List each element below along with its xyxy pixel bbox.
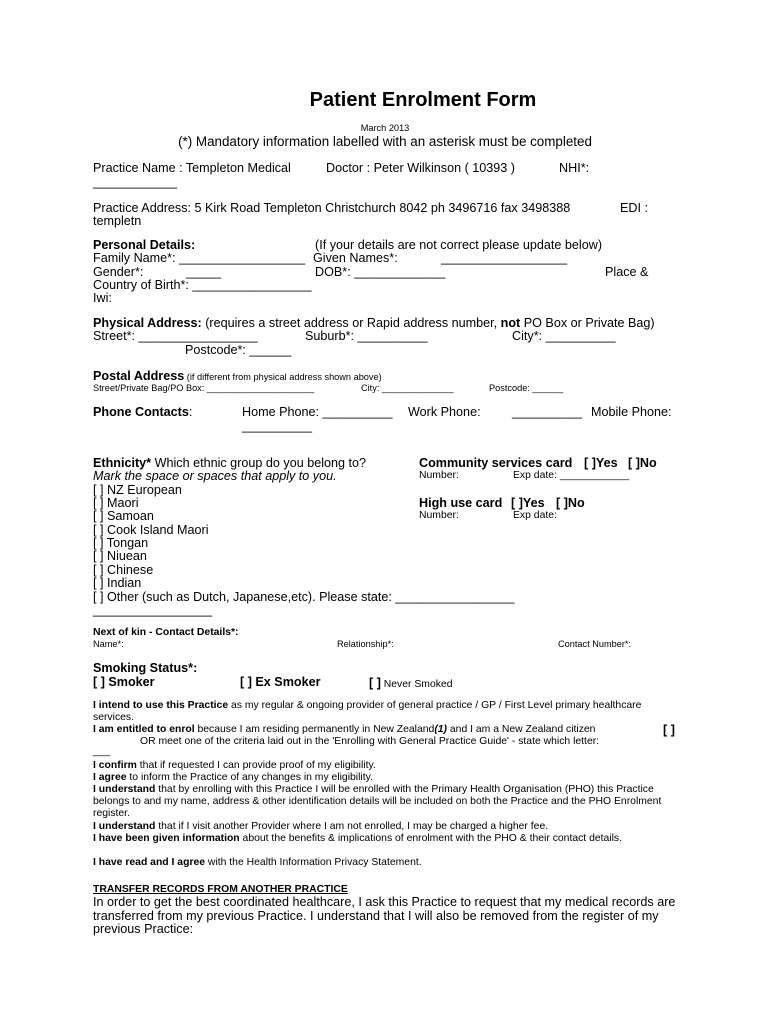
high-use-card-no[interactable]: [ ]No: [556, 496, 585, 510]
physical-address-not: not: [500, 316, 521, 330]
work-phone-field[interactable]: __________: [512, 405, 583, 419]
page-title: Patient Enrolment Form: [309, 89, 537, 111]
ethnicity-option[interactable]: [ ] Samoan: [93, 509, 154, 523]
transfer-records-heading: TRANSFER RECORDS FROM ANOTHER PRACTICE: [93, 884, 348, 895]
ethnicity-line: [93, 456, 366, 470]
physical-address-heading: Physical Address:: [93, 316, 202, 330]
postal-postcode-field[interactable]: Postcode: ______: [489, 383, 564, 393]
postcode-field[interactable]: Postcode*: ______: [185, 343, 292, 357]
nhi-field[interactable]: ____________: [93, 175, 178, 189]
ethnicity-other-field[interactable]: _________________: [93, 603, 213, 617]
doctor-name: Doctor : Peter Wilkinson ( 10393 ): [326, 161, 515, 175]
postal-address-note: (if different from physical address shown above): [184, 372, 382, 382]
community-card-yes[interactable]: [ ]Yes: [584, 456, 618, 470]
declaration-given-information: I have been given information about the benefits & implications of enrolment with the PHO & their contact details.: [93, 833, 622, 844]
ethnicity-option[interactable]: [ ] Indian: [93, 576, 142, 590]
phone-contacts-colon: :: [188, 405, 193, 419]
home-phone-field[interactable]: Home Phone: __________: [242, 405, 393, 419]
personal-details-heading: Personal Details:: [93, 238, 196, 252]
next-of-kin-relationship[interactable]: Relationship*:: [337, 639, 394, 649]
physical-address-note: (requires a street address or Rapid address number,: [201, 316, 501, 330]
never-smoked-option[interactable]: [ ] Never Smoked: [369, 676, 453, 690]
ethnicity-option[interactable]: [ ] Cook Island Maori: [93, 523, 209, 537]
physical-address-note-end: PO Box or Private Bag): [520, 316, 655, 330]
edi-label: EDI :: [620, 201, 648, 215]
community-card-heading: Community services card: [419, 456, 573, 470]
mandatory-note: (*) Mandatory information labelled with an asterisk must be completed: [178, 134, 592, 149]
nhi-label: NHI*:: [559, 161, 590, 175]
next-of-kin-contact[interactable]: Contact Number*:: [558, 639, 632, 649]
city-field[interactable]: City*: __________: [512, 329, 616, 343]
gender-label: Gender*:: [93, 265, 144, 279]
given-names-field[interactable]: __________________: [441, 251, 568, 265]
high-use-card-heading: High use card: [419, 496, 503, 510]
form-date: March 2013: [360, 123, 410, 133]
practice-name: Practice Name : Templeton Medical: [93, 161, 291, 175]
iwi-label: Iwi:: [93, 291, 112, 305]
place-label: Place &: [605, 265, 649, 279]
ethnicity-option[interactable]: [ ] NZ European: [93, 483, 182, 497]
declaration-confirm: I confirm that if requested I can provide proof of my eligibility.: [93, 760, 376, 771]
declaration-understand-pho: I understand that by enrolling with this Practice I will be enrolled with the Primary Health Organisation (PHO) this Practice belongs to and my name, address & other identification details will be included on both the Practice and the PHO Enrolment register.: [93, 784, 662, 819]
nz-citizen-checkbox[interactable]: [ ]: [663, 723, 675, 737]
edi-value: templetn: [93, 214, 142, 228]
ethnicity-question: Which ethnic group do you belong to?: [151, 456, 367, 470]
high-use-card-exp[interactable]: Exp date:: [513, 510, 557, 521]
ethnicity-option[interactable]: [ ] Chinese: [93, 563, 154, 577]
criteria-letter-field[interactable]: ___: [93, 746, 111, 757]
declaration-privacy: I have read and I agree with the Health Information Privacy Statement.: [93, 857, 422, 868]
high-use-card-yes[interactable]: [ ]Yes: [511, 496, 545, 510]
declaration-understand-fee: I understand that if I visit another Provider where I am not enrolled, I may be charged a higher fee.: [93, 821, 549, 832]
ethnicity-option[interactable]: [ ] Maori: [93, 496, 139, 510]
gender-field[interactable]: _____: [186, 265, 222, 279]
phone-contacts-heading: Phone Contacts: [93, 405, 189, 419]
smoking-status-heading: Smoking Status*:: [93, 661, 198, 675]
next-of-kin-name[interactable]: Name*:: [93, 639, 124, 649]
postal-street-field[interactable]: Street/Private Bag/PO Box: _____________________: [93, 383, 315, 393]
suburb-field[interactable]: Suburb*: __________: [305, 329, 428, 343]
community-card-no[interactable]: [ ]No: [628, 456, 657, 470]
family-name-field[interactable]: Family Name*: __________________: [93, 251, 306, 265]
declaration-intend: I intend to use this Practice as my regular & ongoing provider of general practice / GP / First Level primary healthcare services.: [93, 700, 642, 723]
community-card-exp[interactable]: Exp date: ____________: [513, 470, 630, 481]
postal-address-heading: Postal Address: [93, 369, 185, 383]
personal-details-note: (If your details are not correct please update below): [315, 238, 603, 252]
high-use-card-number[interactable]: Number:: [419, 510, 459, 521]
transfer-records-text: In order to get the best coordinated healthcare, I ask this Practice to request that my medical records are transferred from my previous Practice. I understand that I will also be removed from the register of my previous Practice:: [93, 895, 676, 936]
declaration-criteria: OR meet one of the criteria laid out in the 'Enrolling with General Practice Guide' - state which letter:: [140, 736, 600, 747]
ethnicity-option[interactable]: [ ] Tongan: [93, 536, 149, 550]
country-of-birth-field[interactable]: Country of Birth*: _________________: [93, 278, 312, 292]
work-phone-label: Work Phone:: [408, 405, 481, 419]
postal-city-field[interactable]: City: ______________: [361, 383, 454, 393]
next-of-kin-heading: Next of kin - Contact Details*:: [93, 627, 239, 638]
ethnicity-heading: Ethnicity*: [93, 456, 152, 470]
physical-address-line: [93, 316, 655, 330]
ethnicity-option-other[interactable]: [ ] Other (such as Dutch, Japanese,etc). Please state: _________________: [93, 590, 515, 604]
community-card-number[interactable]: Number:: [419, 470, 459, 481]
mobile-phone-field[interactable]: __________: [242, 419, 313, 433]
dob-field[interactable]: DOB*: _____________: [315, 265, 446, 279]
mobile-phone-label: Mobile Phone:: [591, 405, 672, 419]
phone-contacts-line: [93, 405, 192, 419]
ethnicity-instruction: Mark the space or spaces that apply to you.: [93, 469, 337, 483]
ethnicity-option[interactable]: [ ] Niuean: [93, 549, 147, 563]
declaration-entitled: I am entitled to enrol because I am residing permanently in New Zealand(1) and I am a New Zealand citizen: [93, 724, 596, 735]
practice-address: Practice Address: 5 Kirk Road Templeton Christchurch 8042 ph 3496716 fax 3498388: [93, 201, 571, 215]
given-names-label: Given Names*:: [313, 251, 398, 265]
postal-address-line: [93, 369, 382, 383]
smoker-option[interactable]: [ ] Smoker: [93, 675, 155, 689]
street-field[interactable]: Street*: _________________: [93, 329, 258, 343]
ex-smoker-option[interactable]: [ ] Ex Smoker: [240, 675, 321, 689]
declaration-agree: I agree to inform the Practice of any changes in my eligibility.: [93, 772, 373, 783]
